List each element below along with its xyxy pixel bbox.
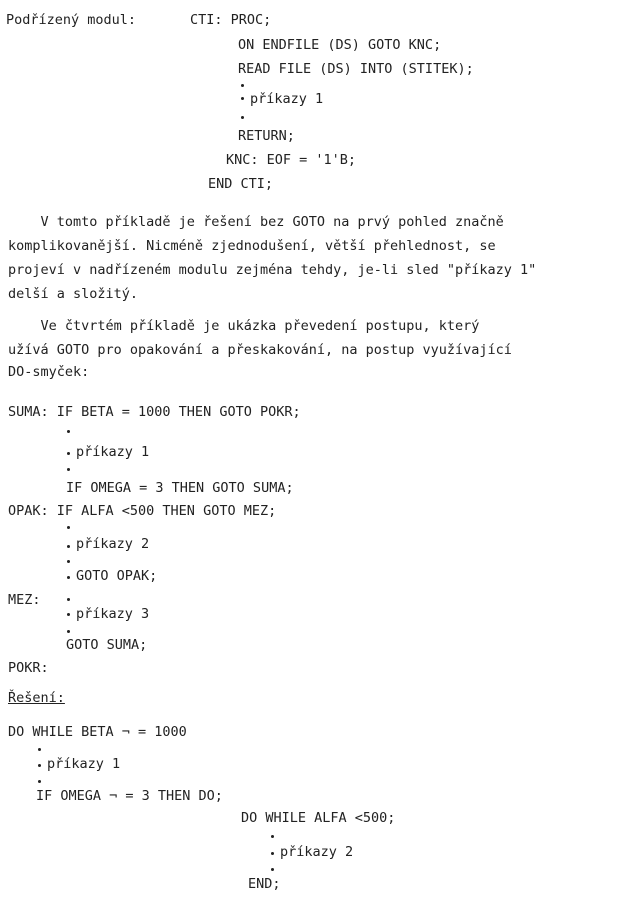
code-line: END; — [248, 876, 281, 892]
paragraph-line: užívá GOTO pro opakování a přeskakování, na postup využívající — [8, 342, 512, 358]
ellipsis-dot — [67, 576, 70, 579]
paragraph-line: projeví v nadřízeném modulu zejména tehdy, je-li sled "příkazy 1" — [8, 262, 537, 278]
paragraph-line: V tomto příkladě je řešení bez GOTO na prvý pohled značně — [8, 214, 504, 230]
code-line: SUMA: IF BETA = 1000 THEN GOTO POKR; — [8, 404, 301, 420]
code-line: příkazy 3 — [76, 606, 150, 622]
ellipsis-dot — [271, 868, 274, 871]
ellipsis-dot — [67, 613, 70, 616]
ellipsis-dot — [67, 526, 70, 529]
ellipsis-dot — [38, 780, 41, 783]
ellipsis-dot — [67, 545, 70, 548]
code-line: GOTO OPAK; — [76, 568, 158, 584]
ellipsis-dot — [271, 835, 274, 838]
ellipsis-dot — [67, 468, 70, 471]
solution-heading: Řešení: — [8, 690, 65, 706]
code-line: DO WHILE BETA ¬ = 1000 — [8, 724, 187, 740]
code-line: KNC: EOF = '1'B; — [226, 152, 357, 168]
ellipsis-dot — [241, 116, 244, 119]
paragraph-line: DO-smyček: — [8, 364, 90, 380]
code-line: DO WHILE ALFA <500; — [241, 810, 396, 826]
paragraph-line: komplikovanější. Nicméně zjednodušení, větší přehlednost, se — [8, 238, 496, 254]
ellipsis-dot — [67, 560, 70, 563]
code-line: CTI: PROC; — [190, 12, 272, 28]
code-line: GOTO SUMA; — [66, 637, 148, 653]
ellipsis-dot — [67, 598, 70, 601]
code-line: MEZ: — [8, 592, 41, 608]
code-line: příkazy 1 — [76, 444, 150, 460]
ellipsis-dot — [67, 430, 70, 433]
ellipsis-dot — [271, 852, 274, 855]
code-line: POKR: — [8, 660, 49, 676]
code-line: OPAK: IF ALFA <500 THEN GOTO MEZ; — [8, 503, 277, 519]
paragraph-line: Ve čtvrtém příkladě je ukázka převedení postupu, který — [8, 318, 480, 334]
ellipsis-dot — [241, 84, 244, 87]
ellipsis-dot — [241, 97, 244, 100]
module-label: Podřízený modul: — [6, 12, 137, 28]
ellipsis-dot — [67, 630, 70, 633]
code-line: příkazy 1 — [250, 91, 324, 107]
code-line: příkazy 2 — [76, 536, 150, 552]
code-line: IF OMEGA ¬ = 3 THEN DO; — [36, 788, 223, 804]
code-line: READ FILE (DS) INTO (STITEK); — [238, 61, 474, 77]
ellipsis-dot — [38, 764, 41, 767]
code-line: END CTI; — [208, 176, 274, 192]
paragraph-line: delší a složitý. — [8, 286, 139, 302]
code-line: RETURN; — [238, 128, 295, 144]
ellipsis-dot — [38, 748, 41, 751]
code-line: ON ENDFILE (DS) GOTO KNC; — [238, 37, 442, 53]
code-line: příkazy 1 — [47, 756, 121, 772]
ellipsis-dot — [67, 452, 70, 455]
code-line: příkazy 2 — [280, 844, 354, 860]
code-line: IF OMEGA = 3 THEN GOTO SUMA; — [66, 480, 294, 496]
